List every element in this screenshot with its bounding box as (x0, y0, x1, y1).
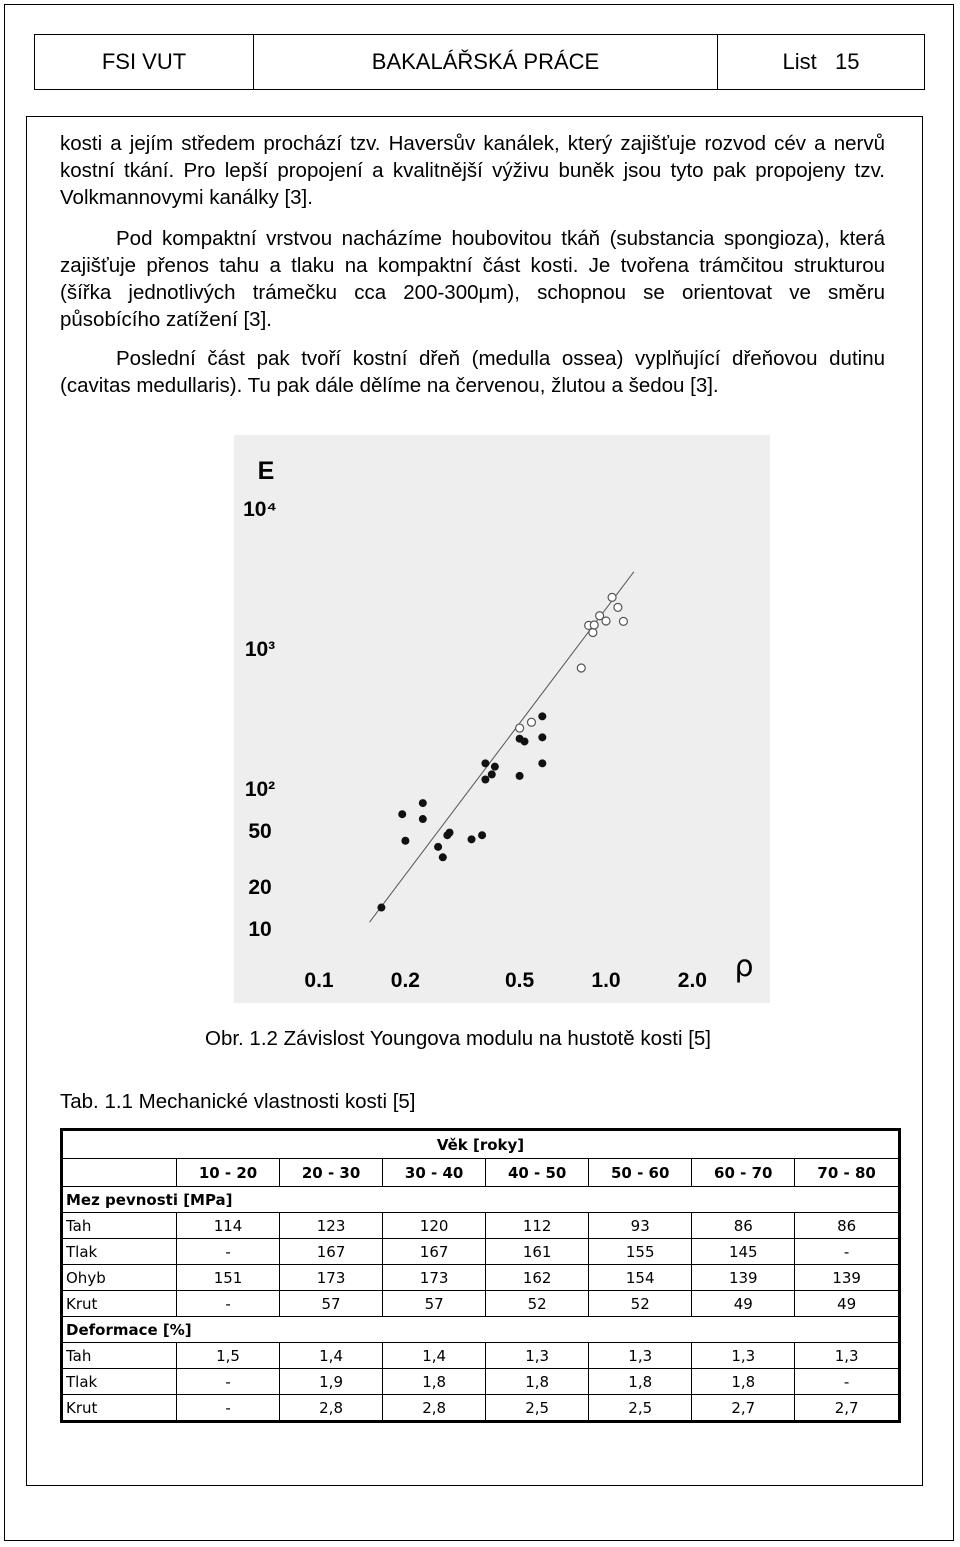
open-data-point (619, 617, 627, 625)
table-cell: 1,3 (795, 1343, 900, 1369)
table-cell: 2,5 (486, 1395, 589, 1422)
header-page-number: List 15 (782, 49, 860, 74)
age-group-cell: 20 - 30 (280, 1159, 383, 1187)
table-cell: 145 (692, 1239, 795, 1265)
filled-data-point (491, 763, 499, 771)
table-row (62, 1369, 900, 1395)
table-cell: 1,5 (177, 1343, 280, 1369)
open-data-point (608, 593, 616, 601)
open-data-point (589, 629, 597, 637)
table-row (62, 1239, 900, 1265)
table-cell: 167 (280, 1239, 383, 1265)
table-cell: 2,8 (280, 1395, 383, 1422)
table-cell: 173 (280, 1265, 383, 1291)
table-cell: 1,8 (383, 1369, 486, 1395)
table-cell: 167 (383, 1239, 486, 1265)
open-data-point (602, 617, 610, 625)
header-document-type: BAKALÁŘSKÁ PRÁCE (254, 35, 718, 89)
paragraph-spongy-bone: Pod kompaktní vrstvou nacházíme houbovitou tkáň (substancia spongioza), která zajišťuje přenos tahu a tlaku na kompaktní část kosti. Je tvořena trámčitou strukturou (šířka jednotlivých trámečku cca 200-300μm), schopnou se orientovat ve směru působícího zatížení [3]. (60, 227, 885, 331)
row-label: Ohyb (62, 1265, 177, 1291)
filled-data-point (478, 831, 486, 839)
table-cell: 151 (177, 1265, 280, 1291)
y-tick-label: 50 (248, 820, 272, 844)
table-cell: 155 (589, 1239, 692, 1265)
filled-data-point (401, 837, 409, 845)
age-header: Věk [roky] (62, 1130, 900, 1159)
open-data-point (516, 724, 524, 732)
table-cell: - (795, 1369, 900, 1395)
y-tick-label: 10³ (244, 638, 276, 661)
open-data-point (527, 718, 535, 726)
table-cell: 2,7 (795, 1395, 900, 1422)
row-label: Tlak (62, 1369, 177, 1395)
empty-header-cell (62, 1159, 177, 1187)
row-label: Krut (62, 1291, 177, 1317)
age-group-cell: 60 - 70 (692, 1159, 795, 1187)
table-caption: Tab. 1.1 Mechanické vlastnosti kosti [5] (60, 1090, 416, 1113)
y-tick-label: 10⁴ (243, 498, 277, 521)
paragraph-haversian-canal: kosti a jejím středem prochází tzv. Haversův kanálek, který zajišťuje rozvod cév a nervů kostní tkání. Pro lepší propojení a kvalitnější výživu buněk jsou tyto pak propojeny tzv. Volkmannovymi kanálky [3]. (60, 132, 885, 209)
filled-data-point (419, 799, 427, 807)
table-header-row (62, 1130, 900, 1159)
table-cell: 86 (692, 1213, 795, 1239)
table-cell: 57 (280, 1291, 383, 1317)
filled-data-point (468, 835, 476, 843)
filled-data-point (419, 815, 427, 823)
age-group-cell: 70 - 80 (795, 1159, 900, 1187)
filled-data-point (446, 829, 454, 837)
figure-caption: Obr. 1.2 Závislost Youngova modulu na hustotě kosti [5] (205, 1027, 711, 1050)
age-groups-row (62, 1159, 900, 1187)
table-row (62, 1343, 900, 1369)
table-cell: 154 (589, 1265, 692, 1291)
filled-data-point (434, 843, 442, 851)
table-cell: 1,3 (692, 1343, 795, 1369)
filled-data-point (377, 904, 385, 912)
table-cell: 1,4 (280, 1343, 383, 1369)
table-cell: 2,7 (692, 1395, 795, 1422)
filled-data-point (520, 737, 528, 745)
row-label: Tah (62, 1343, 177, 1369)
y-tick-label: 20 (248, 875, 272, 899)
section-title: Mez pevnosti [MPa] (62, 1187, 900, 1213)
x-tick-label: 0.5 (505, 969, 535, 992)
age-group-cell: 50 - 60 (589, 1159, 692, 1187)
filled-data-point (538, 759, 546, 767)
table-cell: 2,8 (383, 1395, 486, 1422)
filled-data-point (481, 776, 489, 784)
table-cell: 49 (795, 1291, 900, 1317)
table-cell: 112 (486, 1213, 589, 1239)
open-data-point (577, 664, 585, 672)
age-group-cell: 10 - 20 (177, 1159, 280, 1187)
x-tick-label: 2.0 (677, 969, 707, 992)
scatter-chart (234, 435, 770, 1003)
table-cell: 52 (486, 1291, 589, 1317)
filled-data-point (538, 733, 546, 741)
table-cell: 1,8 (486, 1369, 589, 1395)
table-cell: 49 (692, 1291, 795, 1317)
paragraph-bone-marrow: Poslední část pak tvoří kostní dřeň (medulla ossea) vyplňující dřeňovou dutinu (cavitas medullaris). Tu pak dále dělíme na červenou, žlutou a šedou [3]. (60, 347, 885, 397)
x-axis-label: ρ (734, 949, 754, 984)
open-data-point (590, 621, 598, 629)
x-tick-label: 0.2 (390, 969, 420, 992)
table-cell: 120 (383, 1213, 486, 1239)
table-cell: 139 (795, 1265, 900, 1291)
row-label: Krut (62, 1395, 177, 1422)
table-cell: 139 (692, 1265, 795, 1291)
table-cell: 173 (383, 1265, 486, 1291)
table-cell: 1,3 (486, 1343, 589, 1369)
table-cell: - (177, 1239, 280, 1265)
table-cell: 161 (486, 1239, 589, 1265)
table-row (62, 1265, 900, 1291)
row-label: Tah (62, 1213, 177, 1239)
table-row (62, 1291, 900, 1317)
y-tick-label: 10 (248, 918, 272, 941)
y-tick-label: 10² (244, 778, 276, 801)
table-row (62, 1213, 900, 1239)
table-cell: 123 (280, 1213, 383, 1239)
table-cell: - (177, 1369, 280, 1395)
table-cell: 57 (383, 1291, 486, 1317)
table-cell: 162 (486, 1265, 589, 1291)
table-row (62, 1395, 900, 1422)
x-tick-label: 0.1 (304, 969, 334, 992)
table-cell: - (177, 1291, 280, 1317)
age-group-cell: 40 - 50 (486, 1159, 589, 1187)
table-cell: 1,9 (280, 1369, 383, 1395)
table-cell: 114 (177, 1213, 280, 1239)
table-cell: - (177, 1395, 280, 1422)
table-cell: - (795, 1239, 900, 1265)
youngs-modulus-figure (234, 435, 770, 1003)
page-header (34, 34, 925, 90)
y-axis-label: E (257, 457, 275, 485)
x-tick-label: 1.0 (591, 969, 621, 992)
table-section-row (62, 1187, 900, 1213)
chart-background (234, 435, 770, 1003)
open-data-point (614, 603, 622, 611)
mechanical-properties-table (60, 1128, 901, 1423)
filled-data-point (516, 772, 524, 780)
table-cell: 93 (589, 1213, 692, 1239)
table-cell: 1,3 (589, 1343, 692, 1369)
row-label: Tlak (62, 1239, 177, 1265)
filled-data-point (538, 712, 546, 720)
section-title: Deformace [%] (62, 1317, 900, 1343)
age-group-cell: 30 - 40 (383, 1159, 486, 1187)
table-cell: 52 (589, 1291, 692, 1317)
table-cell: 1,8 (692, 1369, 795, 1395)
table-cell: 1,8 (589, 1369, 692, 1395)
table-cell: 86 (795, 1213, 900, 1239)
table-section-row (62, 1317, 900, 1343)
filled-data-point (488, 770, 496, 778)
table-cell: 1,4 (383, 1343, 486, 1369)
filled-data-point (398, 810, 406, 818)
header-institution: FSI VUT (35, 35, 254, 89)
table-cell: 2,5 (589, 1395, 692, 1422)
filled-data-point (481, 759, 489, 767)
filled-data-point (439, 853, 447, 861)
